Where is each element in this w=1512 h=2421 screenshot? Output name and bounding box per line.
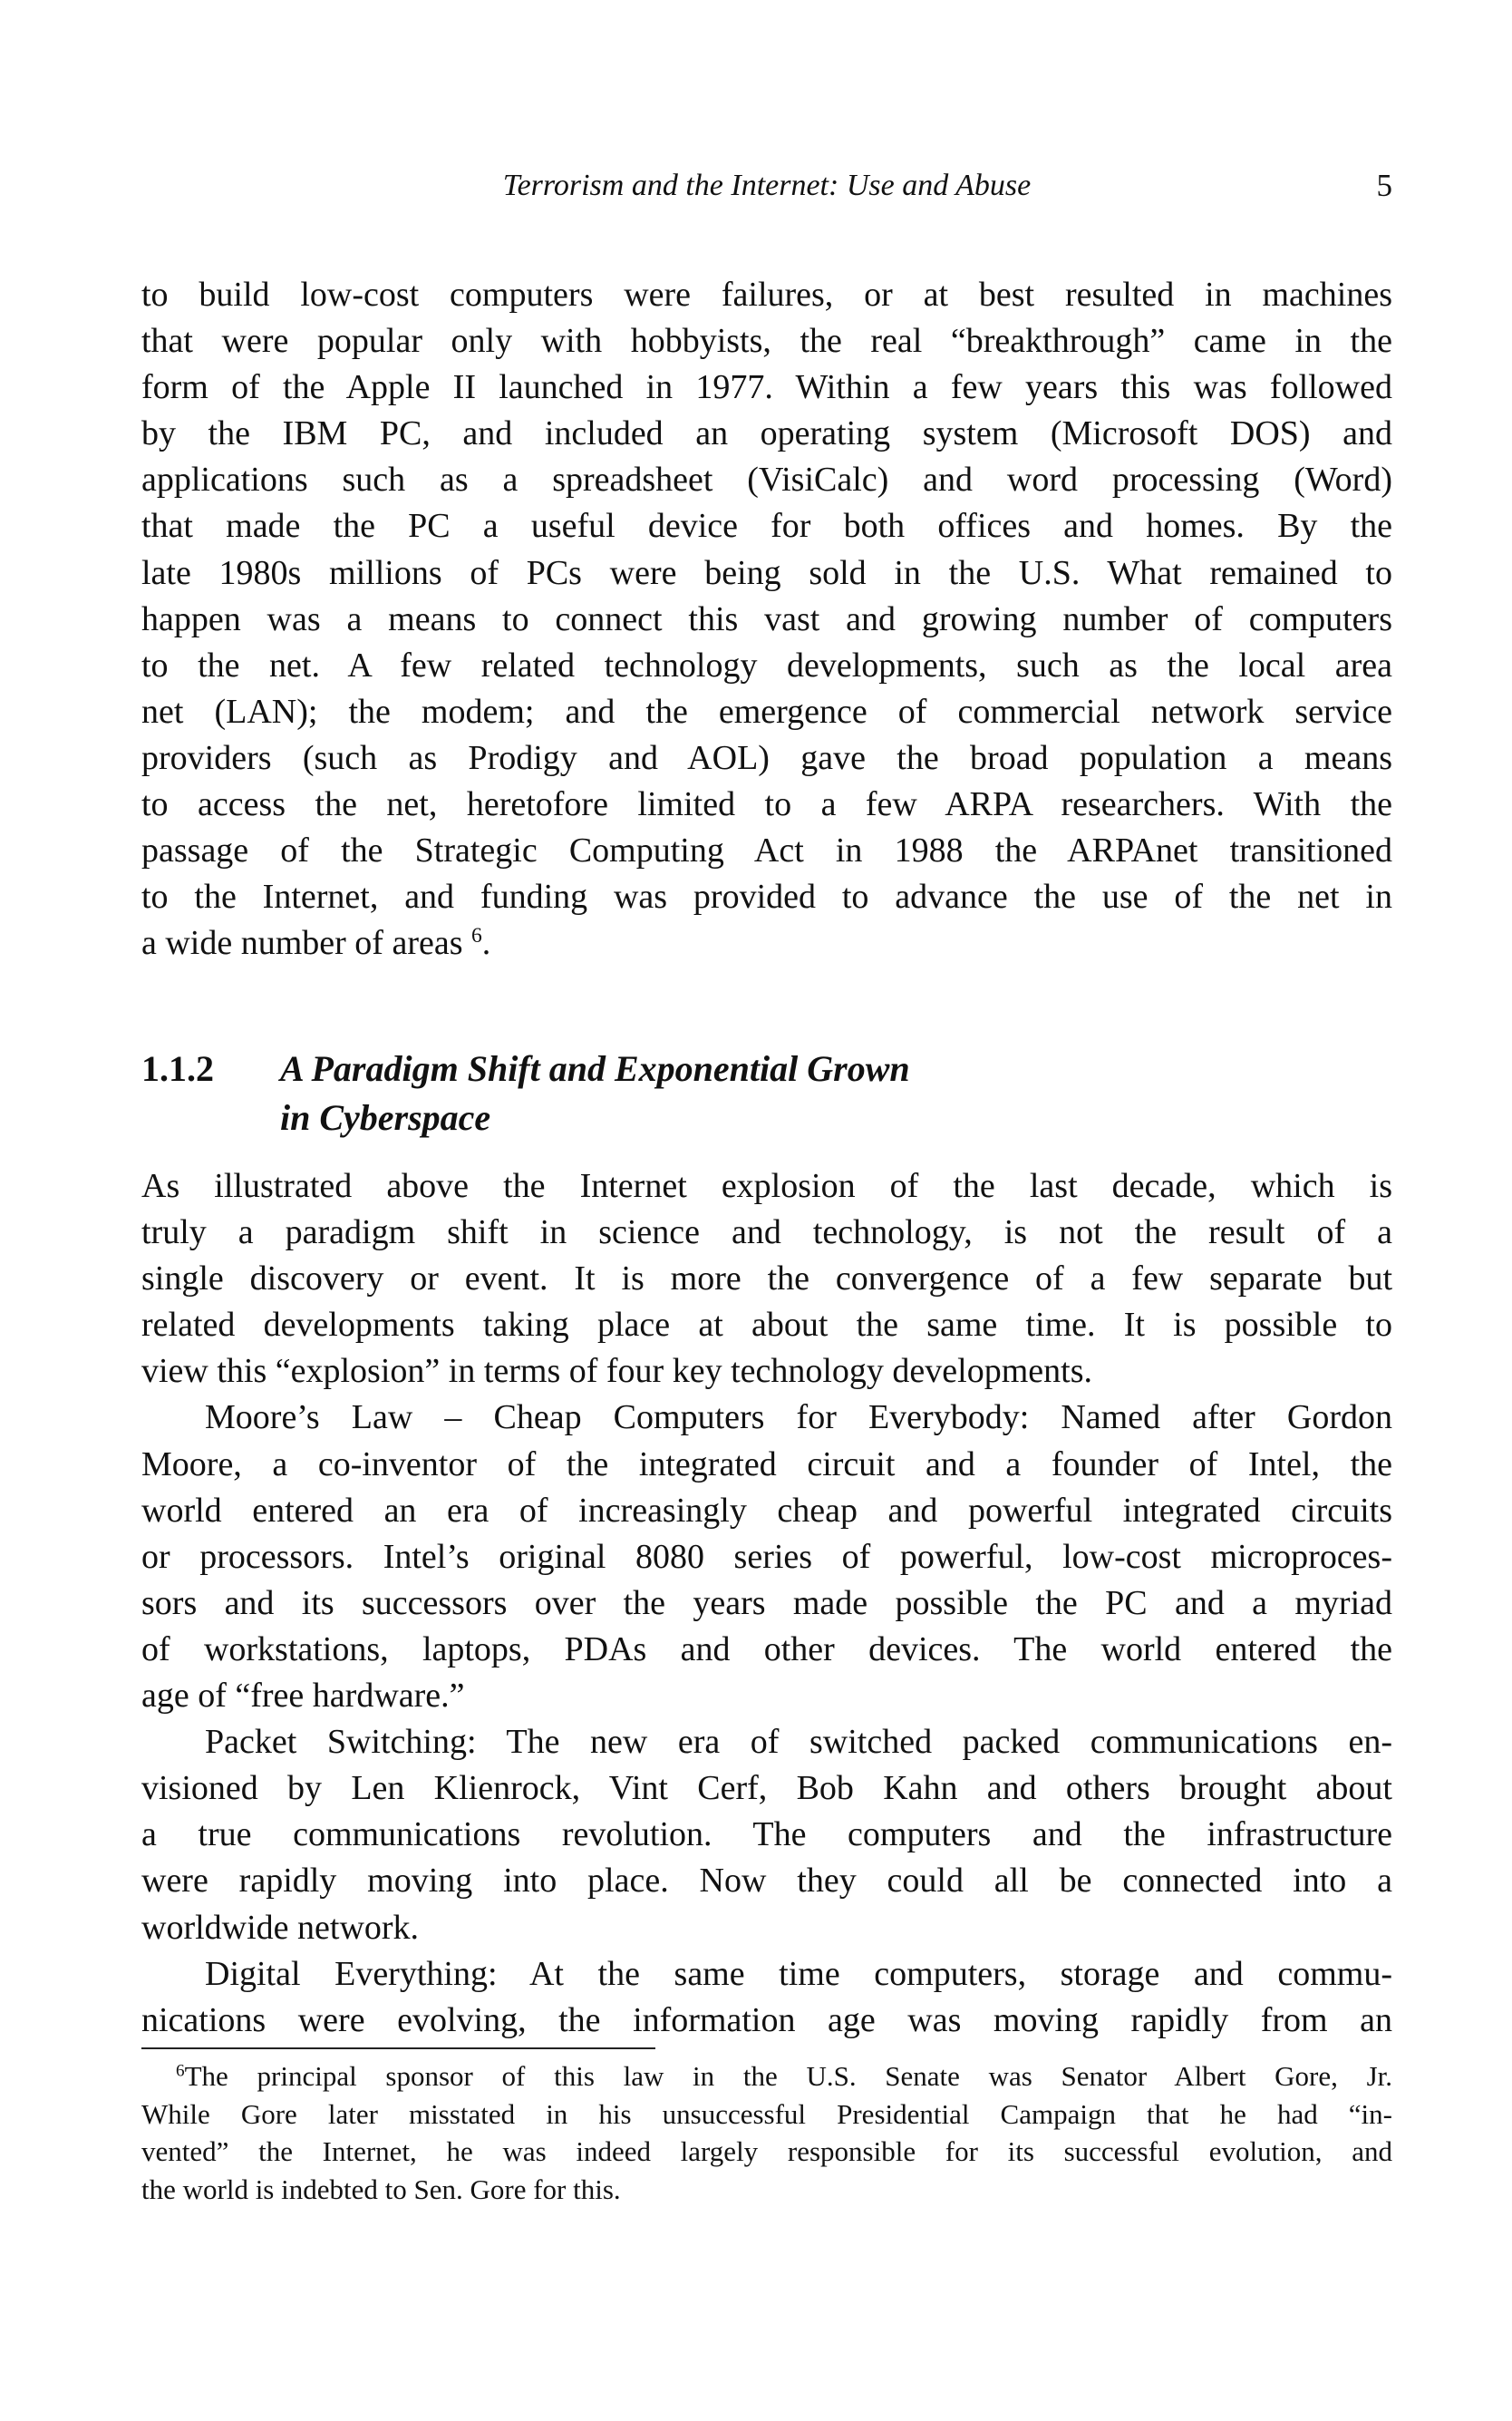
continued-text bbox=[141, 272, 1392, 967]
running-title: Terrorism and the Internet: Use and Abuse bbox=[502, 169, 1032, 202]
text-line bbox=[141, 1998, 1392, 2044]
text-line bbox=[141, 1673, 1392, 1719]
paragraph bbox=[141, 272, 1392, 967]
line-text: by the IBM PC, and included an operating system (Microsoft DOS) and bbox=[141, 414, 1392, 453]
line-text: were rapidly moving into place. Now they could all be connected into a bbox=[141, 1862, 1392, 1901]
footnote-reference[interactable]: 6 bbox=[471, 924, 482, 948]
line-text: view this “explosion” in terms of four key technology developments. bbox=[141, 1352, 1092, 1391]
text-line bbox=[141, 828, 1392, 874]
line-text: Moore’s Law – Cheap Computers for Everybody: Named after Gordon bbox=[205, 1398, 1392, 1437]
line-text: single discovery or event. It is more the convergence of a few separate but bbox=[141, 1259, 1392, 1298]
text-line bbox=[141, 2133, 1392, 2171]
footnote-rule bbox=[141, 2047, 655, 2049]
line-text: vented” the Internet, he was indeed largely responsible for its successful evolution, and bbox=[141, 2135, 1392, 2168]
line-text: to the net. A few related technology developments, such as the local area bbox=[141, 646, 1392, 685]
text-line bbox=[141, 1951, 1392, 1998]
line-text: or processors. Intel’s original 8080 series of powerful, low-cost microproces- bbox=[141, 1537, 1392, 1576]
text-line bbox=[141, 2057, 1392, 2095]
text-line bbox=[141, 365, 1392, 411]
text-line bbox=[141, 1210, 1392, 1256]
line-text: truly a paradigm shift in science and technology, is not the result of a bbox=[141, 1213, 1392, 1252]
text-line bbox=[141, 735, 1392, 782]
text-line bbox=[141, 411, 1392, 457]
line-text: form of the Apple II launched in 1977. Within a few years this was followed bbox=[141, 368, 1392, 407]
line-text: . bbox=[481, 924, 491, 963]
text-line bbox=[141, 550, 1392, 597]
line-text: that were popular only with hobbyists, the real “breakthrough” came in the bbox=[141, 322, 1392, 361]
line-text: passage of the Strategic Computing Act in 1988 the ARPAnet transitioned bbox=[141, 831, 1392, 870]
text-line bbox=[141, 1719, 1392, 1765]
line-text: Moore, a co-inventor of the integrated circuit and a founder of Intel, the bbox=[141, 1444, 1392, 1483]
line-text: a wide number of areas bbox=[141, 924, 472, 963]
line-text: to build low-cost computers were failures, or at best resulted in machines bbox=[141, 276, 1392, 314]
line-text: providers (such as Prodigy and AOL) gave the broad population a means bbox=[141, 738, 1392, 777]
line-text: to access the net, heretofore limited to a few ARPA researchers. With the bbox=[141, 785, 1392, 824]
text-line bbox=[141, 1627, 1392, 1673]
line-text: that made the PC a useful device for both offices and homes. By the bbox=[141, 507, 1392, 546]
footnote bbox=[141, 2057, 1392, 2209]
text-line bbox=[141, 1858, 1392, 1904]
text-line bbox=[141, 457, 1392, 503]
line-text: the world is indebted to Sen. Gore for this. bbox=[141, 2173, 621, 2206]
paragraph bbox=[141, 1163, 1392, 1395]
section-title-line: A Paradigm Shift and Exponential Grown bbox=[280, 1048, 910, 1089]
page-number: 5 bbox=[1376, 168, 1392, 203]
text-line bbox=[141, 874, 1392, 920]
line-text: Digital Everything: At the same time computers, storage and commu- bbox=[205, 1954, 1392, 1993]
text-line bbox=[141, 782, 1392, 828]
footnote-marker: 6 bbox=[176, 2061, 185, 2081]
text-line bbox=[141, 689, 1392, 735]
line-text: of workstations, laptops, PDAs and other devices. The world entered the bbox=[141, 1629, 1392, 1668]
text-line bbox=[141, 1442, 1392, 1488]
line-text: happen was a means to connect this vast and growing number of computers bbox=[141, 599, 1392, 638]
text-line bbox=[141, 920, 1392, 967]
line-text: While Gore later misstated in his unsuccessful Presidential Campaign that he had “in- bbox=[141, 2097, 1392, 2130]
line-text: worldwide network. bbox=[141, 1908, 420, 1947]
text-line bbox=[141, 2095, 1392, 2134]
line-text: age of “free hardware.” bbox=[141, 1677, 465, 1716]
line-text: a true communications revolution. The computers and the infrastructure bbox=[141, 1815, 1392, 1854]
paragraph bbox=[141, 2057, 1392, 2209]
paragraph bbox=[141, 1719, 1392, 1950]
text-line bbox=[141, 1765, 1392, 1812]
text-line bbox=[141, 272, 1392, 318]
text-line bbox=[141, 1395, 1392, 1441]
text-line bbox=[141, 1488, 1392, 1534]
text-line bbox=[141, 1534, 1392, 1580]
text-line bbox=[141, 503, 1392, 549]
section-title bbox=[280, 1045, 910, 1142]
line-text: The principal sponsor of this law in the U.S. Senate was Senator Albert Gore, Jr. bbox=[184, 2060, 1392, 2092]
line-text: to the Internet, and funding was provided to advance the use of the net in bbox=[141, 878, 1392, 917]
text-line bbox=[141, 1163, 1392, 1210]
text-line bbox=[141, 1348, 1392, 1395]
text-line bbox=[141, 597, 1392, 643]
line-text: Packet Switching: The new era of switched packed communications en- bbox=[205, 1723, 1392, 1762]
line-text: net (LAN); the modem; and the emergence of commercial network service bbox=[141, 692, 1392, 731]
line-text: world entered an era of increasingly cheap and powerful integrated circuits bbox=[141, 1491, 1392, 1530]
text-line bbox=[141, 1302, 1392, 1348]
text-line bbox=[141, 1812, 1392, 1858]
text-line bbox=[141, 1905, 1392, 1951]
line-text: sors and its successors over the years made possible the PC and a myriad bbox=[141, 1583, 1392, 1622]
section-title-line: in Cyberspace bbox=[280, 1097, 491, 1138]
text-line bbox=[141, 318, 1392, 365]
line-text: applications such as a spreadsheet (VisiCalc) and word processing (Word) bbox=[141, 461, 1392, 500]
paragraph bbox=[141, 1951, 1392, 2044]
text-line bbox=[141, 1256, 1392, 1302]
line-text: nications were evolving, the information age was moving rapidly from an bbox=[141, 2000, 1392, 2039]
running-header bbox=[141, 165, 1392, 207]
text-line bbox=[141, 1580, 1392, 1627]
section-number: 1.1.2 bbox=[141, 1048, 214, 1089]
line-text: visioned by Len Klienrock, Vint Cerf, Bob Kahn and others brought about bbox=[141, 1769, 1392, 1808]
paragraph bbox=[141, 1395, 1392, 1719]
line-text: related developments taking place at about the same time. It is possible to bbox=[141, 1306, 1392, 1345]
line-text: late 1980s millions of PCs were being sold in the U.S. What remained to bbox=[141, 553, 1392, 592]
line-text: As illustrated above the Internet explosion of the last decade, which is bbox=[141, 1167, 1392, 1205]
section-body bbox=[141, 1163, 1392, 2044]
text-line bbox=[141, 643, 1392, 689]
text-line bbox=[141, 2171, 1392, 2209]
